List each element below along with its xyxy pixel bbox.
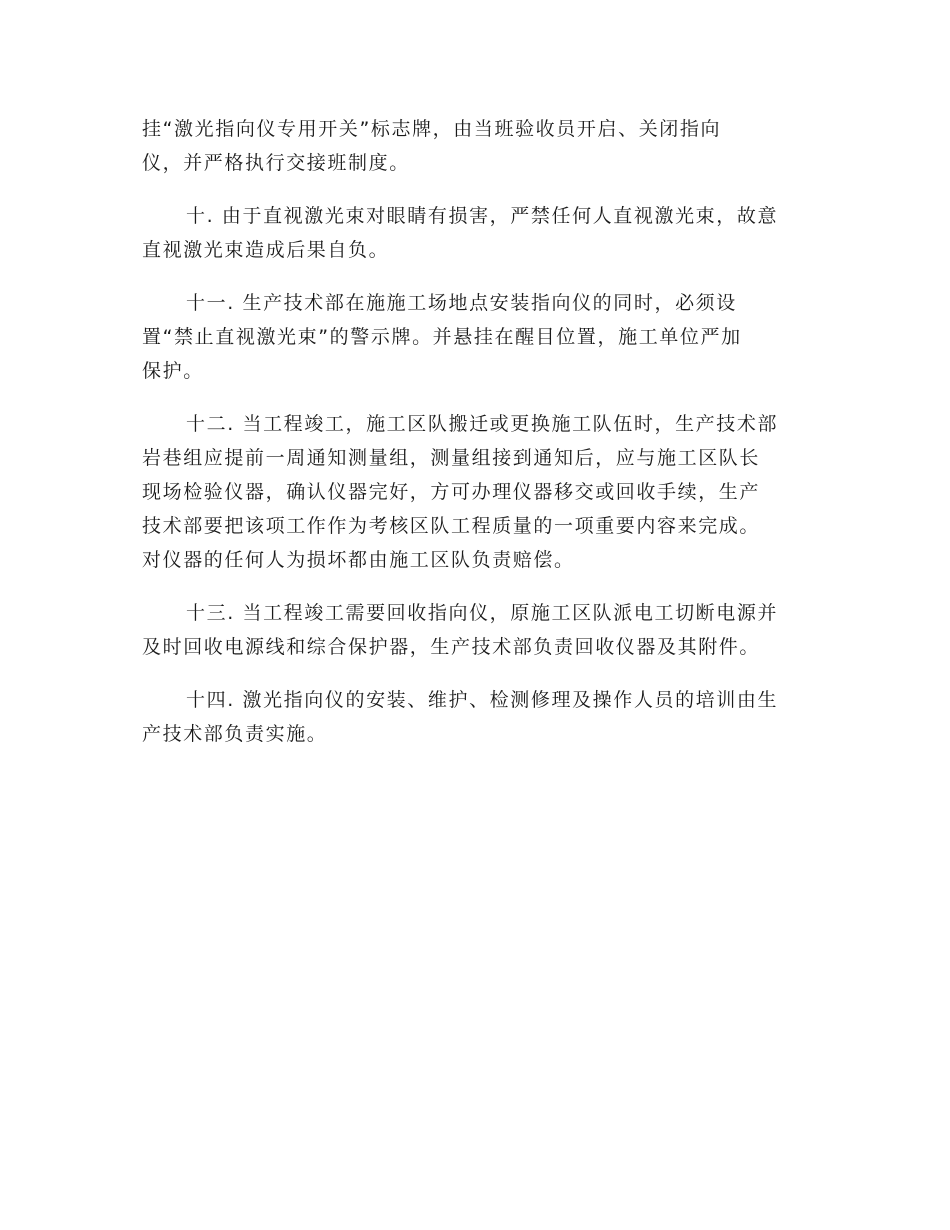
text-line: 仪，并严格执行交接班制度。 [142, 152, 410, 174]
text-line: 岩巷组应提前一周通知测量组，测量组接到通知后，应与施工区队长 [142, 447, 761, 469]
text-line: 十三. 当工程竣工需要回收指向仪，原施工区队派电工切断电源并 [186, 602, 779, 624]
paragraph-continuation [142, 112, 808, 180]
paragraph-item-14 [142, 683, 808, 751]
paragraph-item-13 [142, 596, 808, 664]
text-line: 挂“激光指向仪专用开关”标志牌，由当班验收员开启、关闭指向 [142, 118, 722, 140]
paragraph-item-11 [142, 286, 808, 388]
document-body [142, 112, 808, 770]
paragraph-item-12 [142, 407, 808, 577]
text-line: 及时回收电源线和综合保护器，生产技术部负责回收仪器及其附件。 [142, 636, 761, 658]
text-line: 产技术部负责实施。 [142, 723, 328, 745]
text-line: 十. 由于直视激光束对眼睛有损害，严禁任何人直视激光束，故意 [186, 205, 779, 227]
paragraph-item-10 [142, 199, 808, 267]
text-line: 现场检验仪器，确认仪器完好，方可办理仪器移交或回收手续，生产 [142, 481, 761, 503]
text-line: 直视激光束造成后果自负。 [142, 239, 390, 261]
text-line: 对仪器的任何人为损坏都由施工区队负责赔偿。 [142, 549, 575, 571]
text-line: 保护。 [142, 360, 204, 382]
text-line: 十二. 当工程竣工，施工区队搬迁或更换施工队伍时，生产技术部 [186, 413, 779, 435]
text-line: 技术部要把该项工作作为考核区队工程质量的一项重要内容来完成。 [142, 515, 761, 537]
text-line: 十四. 激光指向仪的安装、维护、检测修理及操作人员的培训由生 [186, 689, 779, 711]
text-line: 十一. 生产技术部在施施工场地点安装指向仪的同时，必须设 [186, 292, 737, 314]
text-line: 置“禁止直视激光束”的警示牌。并悬挂在醒目位置，施工单位严加 [142, 326, 742, 348]
